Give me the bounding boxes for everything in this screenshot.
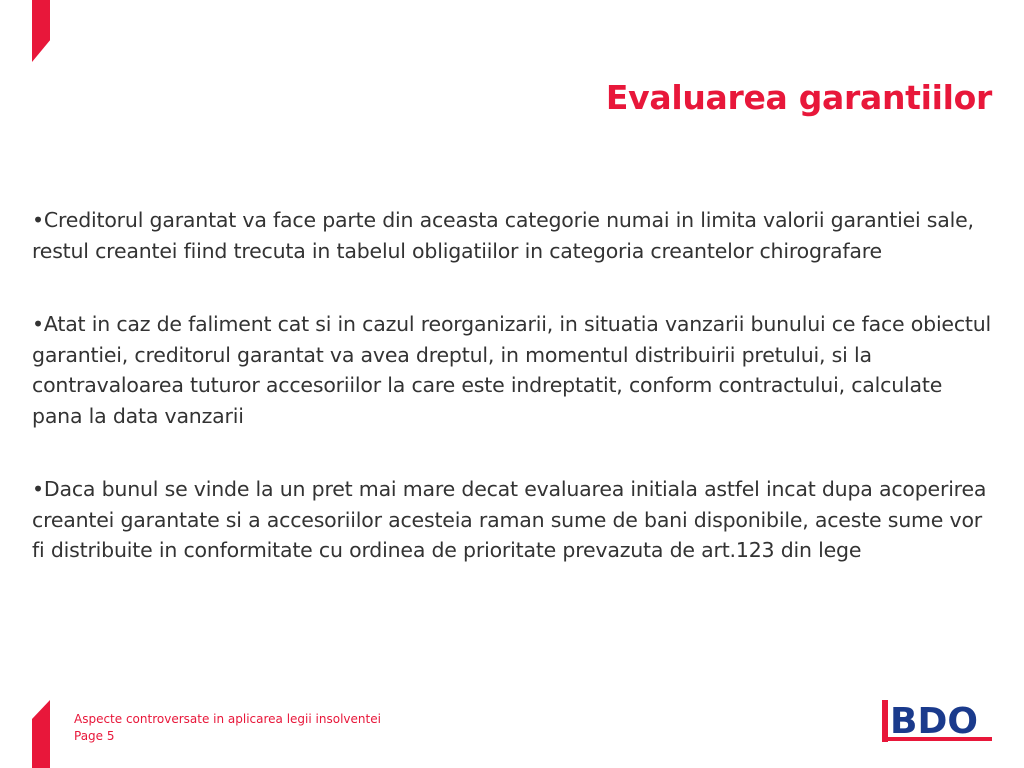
footer <box>74 711 381 745</box>
logo-left-bar <box>882 700 888 742</box>
logo-text: BDO <box>890 701 978 742</box>
slide-title: Evaluarea garantiilor <box>605 78 992 117</box>
bdo-logo <box>882 700 994 742</box>
bullet-item: •Creditorul garantat va face parte din aceasta categorie numai in limita valorii garantiei sale, restul creantei fiind trecuta in tabelul obligatiilor in categoria creantelor chirografare <box>32 208 974 263</box>
slide-content <box>32 205 997 609</box>
page-number: Page 5 <box>74 729 115 743</box>
accent-bar-bottom <box>32 700 50 768</box>
accent-bar-top <box>32 0 50 62</box>
footer-presentation-title: Aspecte controversate in aplicarea legii insolventei <box>74 712 381 726</box>
bullet-item: •Daca bunul se vinde la un pret mai mare decat evaluarea initiala astfel incat dupa acoperirea creantei garantate si a accesoriilor acesteia raman sume de bani disponibile, aceste sume vor fi distribuite in conformitate cu ordinea de prioritate prevazuta de art.123 din lege <box>32 477 987 562</box>
bullet-item: •Atat in caz de faliment cat si in cazul reorganizarii, in situatia vanzarii bunului ce face obiectul garantiei, creditorul garantat va avea dreptul, in momentul distribuirii pretului, si la contravaloarea tuturor accesoriilor la care este indreptatit, conform contractului, calculate pana la data vanzarii <box>32 312 992 428</box>
bdo-logo-mark <box>882 700 994 742</box>
